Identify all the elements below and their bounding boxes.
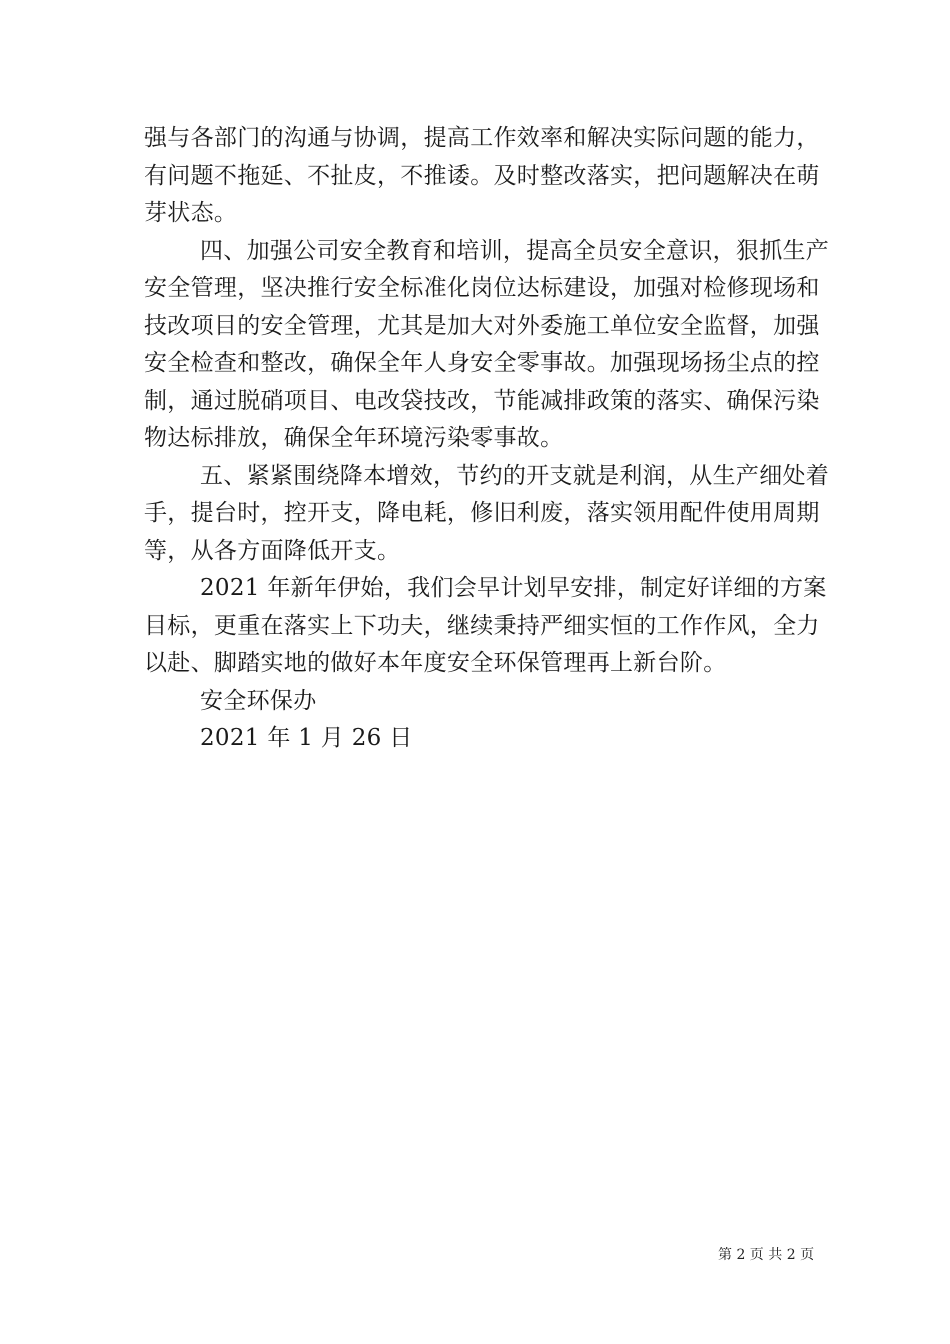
paragraph-line: 五、紧紧围绕降本增效，节约的开支就是利润，从生产细处着	[200, 463, 830, 489]
paragraph-line: 目标，更重在落实上下功夫，继续秉持严细实恒的工作作风，全力	[144, 613, 820, 639]
signature-date: 2021 年 1 月 26 日	[200, 725, 413, 751]
paragraph-line: 强与各部门的沟通与协调，提高工作效率和解决实际问题的能力，	[144, 125, 820, 151]
paragraph-line: 有问题不拖延、不扯皮，不推诿。及时整改落实，把问题解决在萌	[144, 163, 820, 189]
paragraph-line: 等，从各方面降低开支。	[144, 538, 401, 564]
paragraph-line: 制，通过脱硝项目、电改袋技改，节能减排政策的落实、确保污染	[144, 388, 820, 414]
paragraph-line: 安全检查和整改，确保全年人身安全零事故。加强现场扬尘点的控	[144, 350, 820, 376]
paragraph-line: 安全管理，坚决推行安全标准化岗位达标建设，加强对检修现场和	[144, 275, 820, 301]
paragraph-line: 以赴、脚踏实地的做好本年度安全环保管理再上新台阶。	[144, 650, 727, 676]
signature-department: 安全环保办	[200, 688, 317, 714]
paragraph-line: 芽状态。	[144, 200, 238, 226]
paragraph-line: 2021 年新年伊始，我们会早计划早安排，制定好详细的方案	[200, 575, 827, 601]
paragraph-line: 技改项目的安全管理，尤其是加大对外委施工单位安全监督，加强	[144, 313, 820, 339]
paragraph-line: 四、加强公司安全教育和培训，提高全员安全意识，狠抓生产	[200, 238, 830, 264]
page-number-footer: 第 2 页 共 2 页	[718, 1247, 815, 1263]
paragraph-line: 物达标排放，确保全年环境污染零事故。	[144, 425, 564, 451]
paragraph-line: 手，提台时，控开支，降电耗，修旧利废，落实领用配件使用周期	[144, 500, 820, 526]
